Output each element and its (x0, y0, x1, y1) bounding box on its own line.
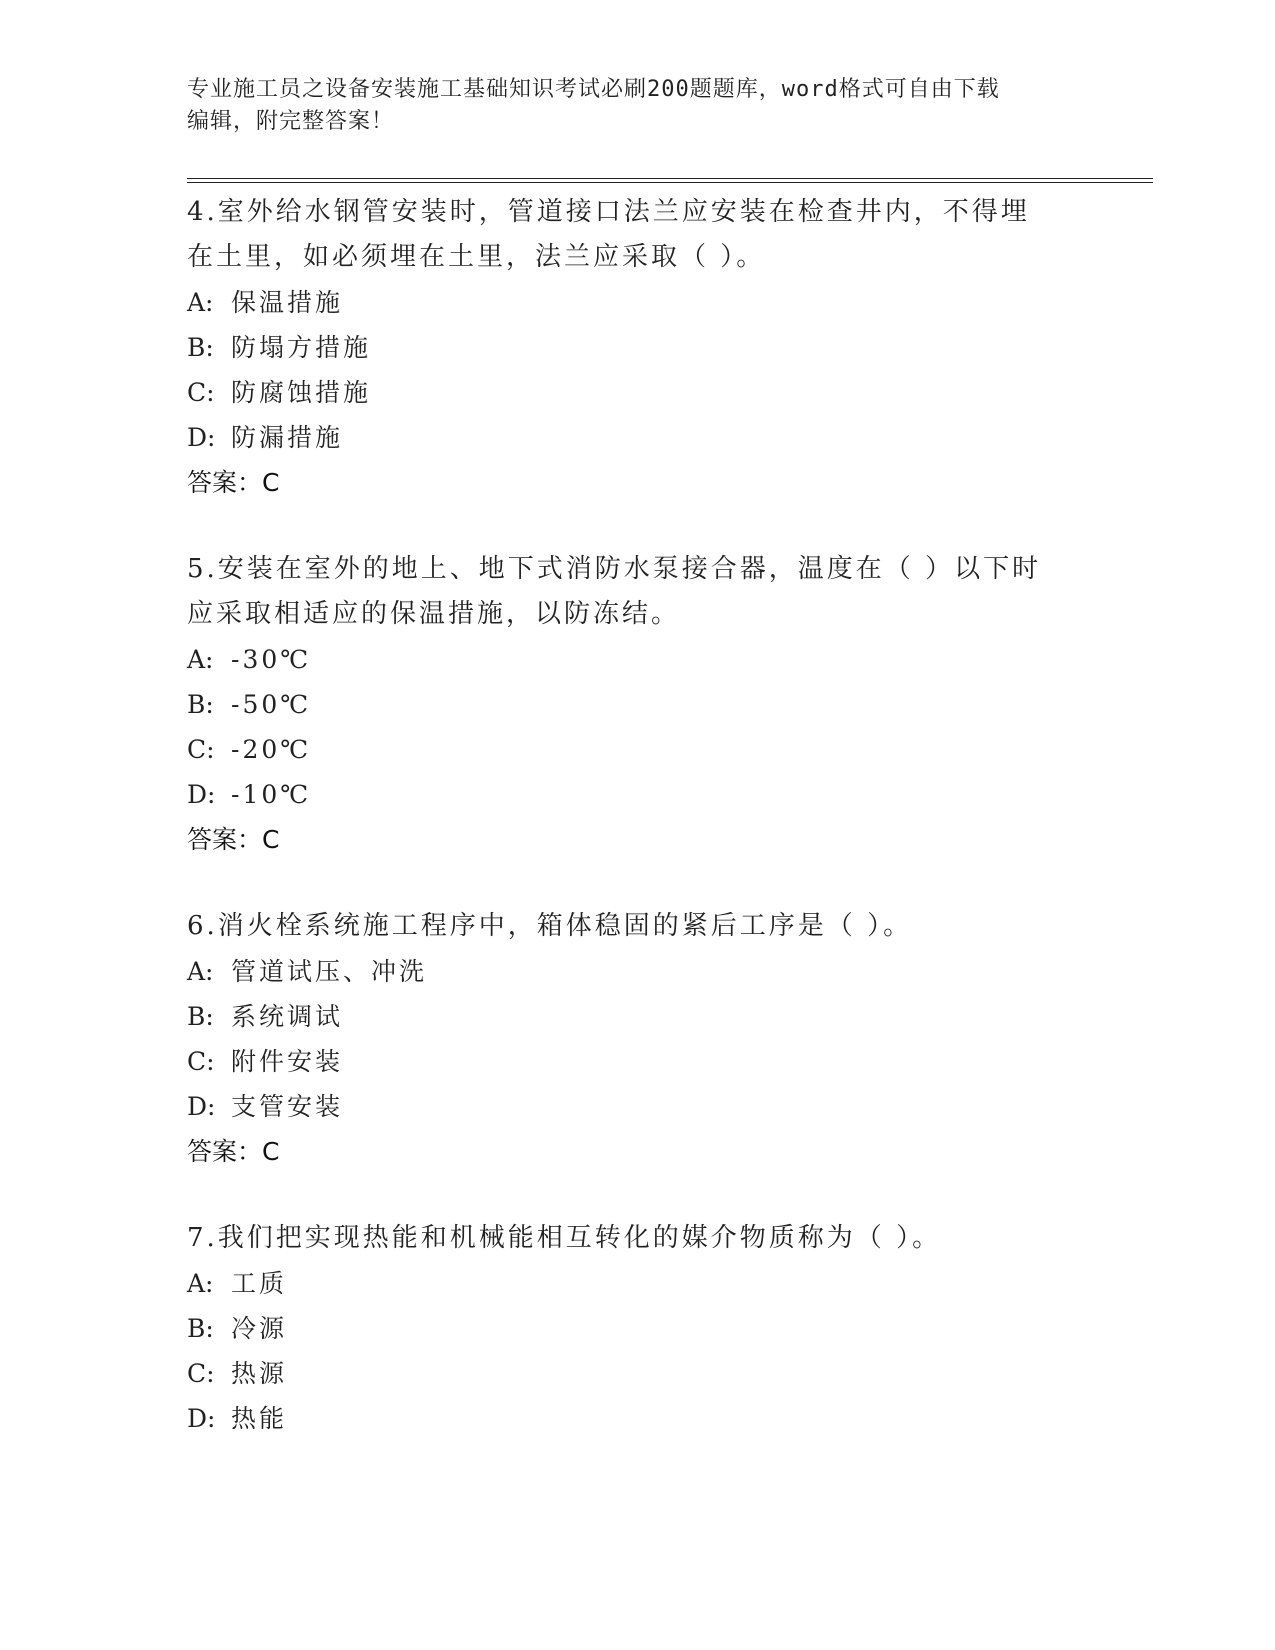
option-text: 工质 (231, 1269, 288, 1298)
option-text: -20℃ (231, 735, 312, 764)
option-d (187, 415, 1087, 460)
option-c (187, 727, 1087, 772)
option-text: -10℃ (231, 780, 312, 809)
question-6 (187, 904, 1087, 1174)
option-b (187, 1306, 1087, 1351)
option-letter: A: (187, 645, 214, 674)
option-letter: B: (187, 333, 214, 362)
option-text: -50℃ (231, 690, 312, 719)
option-c (187, 1351, 1087, 1396)
option-letter: C: (187, 1359, 215, 1388)
option-letter: C: (187, 378, 215, 407)
question-stem: 6.消火栓系统施工程序中，箱体稳固的紧后工序是（ ）。 (187, 911, 913, 941)
option-a (187, 949, 1087, 994)
question-7 (187, 1216, 1087, 1441)
option-d (187, 772, 1087, 817)
option-text: 系统调试 (231, 1002, 344, 1031)
header-title-line-2: 编辑，附完整答案！ (187, 109, 395, 134)
option-a (187, 1261, 1087, 1306)
option-text: 防漏措施 (231, 423, 344, 452)
option-b (187, 994, 1087, 1039)
option-b (187, 682, 1087, 727)
option-text: 防腐蚀措施 (231, 378, 372, 407)
option-letter: A: (187, 288, 214, 317)
option-d (187, 1084, 1087, 1129)
option-letter: D: (187, 780, 216, 809)
option-text: 热源 (231, 1359, 288, 1388)
option-letter: D: (187, 1404, 216, 1433)
option-letter: A: (187, 1269, 214, 1298)
header-double-rule (187, 178, 1153, 183)
option-a (187, 637, 1087, 682)
option-letter: B: (187, 1314, 214, 1343)
document-header (187, 74, 1067, 138)
option-a (187, 280, 1087, 325)
question-stem: 5.安装在室外的地上、地下式消防水泵接合器，温度在（ ）以下时应采取相适应的保温措施，以防冻结。 (187, 554, 1042, 629)
option-text: 保温措施 (231, 288, 344, 317)
option-letter: A: (187, 957, 214, 986)
question-list (187, 190, 1087, 1483)
option-text: 支管安装 (231, 1092, 344, 1121)
header-title-line-1: 专业施工员之设备安装施工基础知识考试必刷200题题库，word格式可自由下载 (187, 77, 1000, 102)
option-text: 热能 (231, 1404, 288, 1433)
option-c (187, 1039, 1087, 1084)
question-stem: 7.我们把实现热能和机械能相互转化的媒介物质称为（ ）。 (187, 1223, 942, 1253)
option-text: 防塌方措施 (231, 333, 372, 362)
question-stem: 4.室外给水钢管安装时，管道接口法兰应安装在检查井内，不得埋在土里，如必须埋在土里，法兰应采取（ ）。 (187, 197, 1030, 272)
option-letter: C: (187, 735, 215, 764)
option-text: 冷源 (231, 1314, 288, 1343)
option-d (187, 1396, 1087, 1441)
option-text: 管道试压、冲洗 (231, 957, 428, 986)
option-text: 附件安装 (231, 1047, 344, 1076)
option-letter: D: (187, 1092, 216, 1121)
answer-line: 答案：C (187, 1137, 280, 1166)
option-c (187, 370, 1087, 415)
option-letter: B: (187, 1002, 214, 1031)
option-letter: B: (187, 690, 214, 719)
answer-line: 答案：C (187, 825, 280, 854)
option-letter: C: (187, 1047, 215, 1076)
option-letter: D: (187, 423, 216, 452)
question-5 (187, 547, 1087, 862)
option-text: -30℃ (231, 645, 312, 674)
option-b (187, 325, 1087, 370)
answer-line: 答案：C (187, 468, 280, 497)
question-4 (187, 190, 1087, 505)
